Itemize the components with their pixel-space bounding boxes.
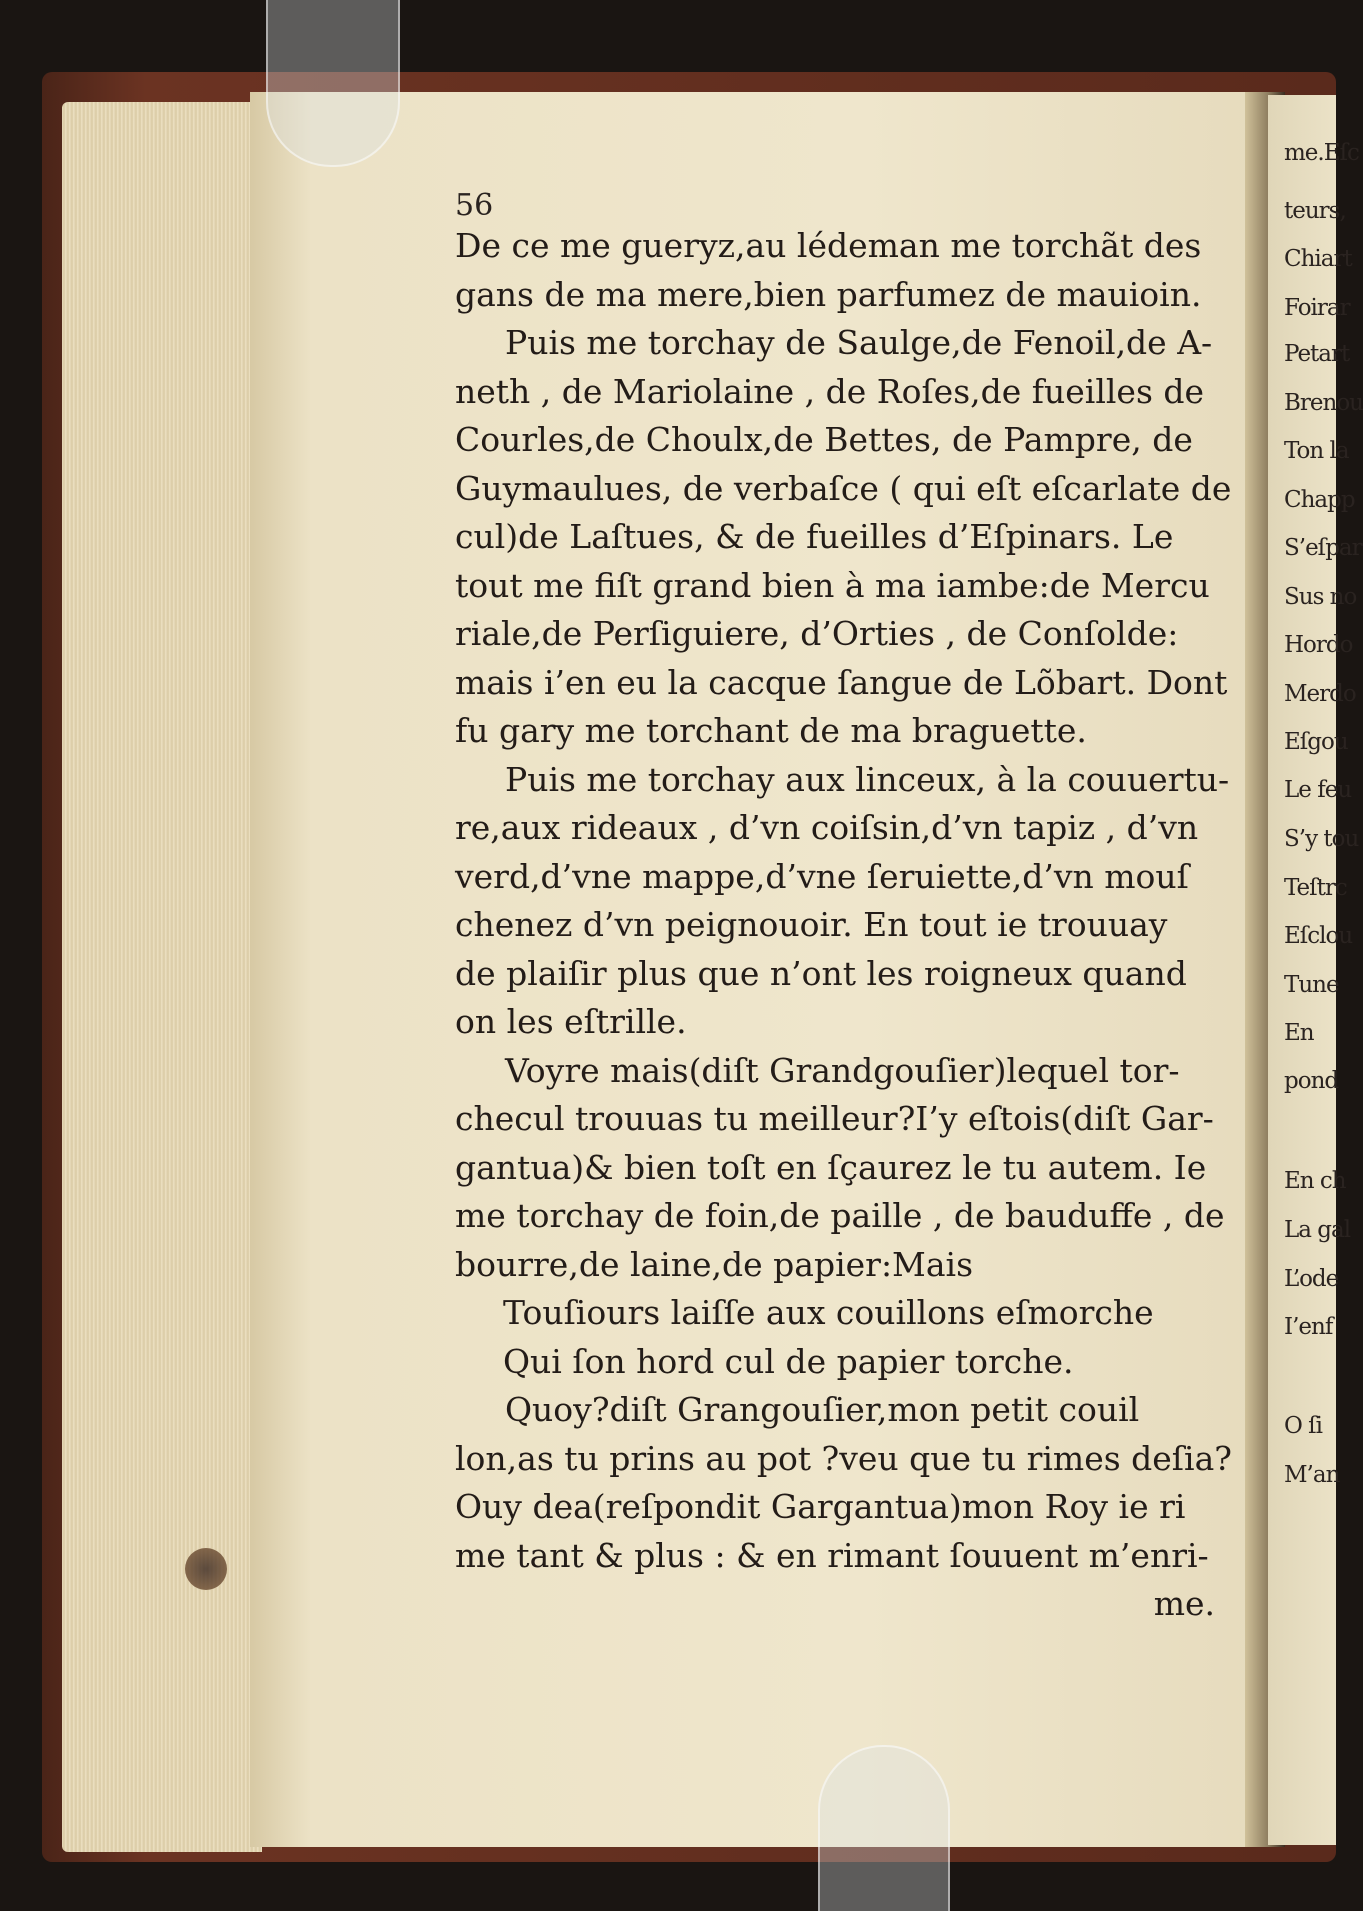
text-line: re,aux rideaux , d’vn coiſsin,d’vn tapiz , d’vn [455,808,1199,847]
right-page-line: M’an [1284,1462,1340,1488]
right-page-line: S’y tou [1284,826,1359,852]
text-line: me torchay de foin,de paille , de bauduffe , de [455,1196,1225,1235]
right-page-line: Ton la [1284,438,1349,464]
top-page-clip [266,0,400,167]
right-page-line: Tune [1284,972,1339,998]
right-page-line: I’enf [1284,1314,1333,1340]
text-line: de plaiſir plus que n’ont les roigneux quand [455,953,1187,993]
text-line: chenez d’vn peignouoir. En tout ie trouuay [455,905,1168,944]
text-line: Voyre mais(diſt Grandgouſier)lequel tor- [505,1050,1180,1090]
right-page-line: Teſtrc [1284,875,1347,901]
text-line: riale,de Perſiguiere, d’Orties , de Conſolde: [455,614,1179,653]
text-line: neth , de Mariolaine , de Roſes,de fueilles de [455,371,1205,411]
text-line: mais i’en eu la cacque ſangue de Lõbart. Dont [455,662,1228,702]
right-page-line: Le feu [1284,777,1352,803]
text-line: De ce me gueryz,au lédeman me torchãt des [455,226,1202,265]
right-page-line: Chapp [1284,487,1355,513]
text-line: Ouy dea(reſpondit Gargantua)mon Roy ie ri [455,1487,1186,1526]
bottom-page-clip [818,1745,950,1911]
text-line: Puis me torchay de Saulge,de Fenoil,de A- [505,323,1213,362]
text-line: me. [1153,1584,1215,1623]
right-page-line: S’eſpar [1284,535,1362,561]
text-line: me tant & plus : & en rimant ſouuent m’enri- [455,1535,1209,1575]
text-line: Touſiours laiſſe aux couillons eſmorche [503,1293,1154,1332]
ink-stain [185,1548,227,1590]
right-page-line: Foirar [1284,295,1350,321]
text-line: tout me fiſt grand bien à ma iambe:de Mercu [455,565,1210,605]
text-line: Puis me torchay aux linceux, à la couuertu- [505,759,1230,799]
right-page-line: Chiart [1284,246,1352,272]
text-line: Quoy?diſt Grangouſier,mon petit couil [505,1390,1140,1429]
right-page-line: La gal [1284,1217,1351,1243]
text-line: fu gary me torchant de ma braguette. [455,711,1087,750]
text-line: cul)de Laſtues, & de fueilles d’Eſpinars. Le [455,517,1174,556]
right-page-line: Petart [1284,341,1350,367]
right-page-fragment [1268,95,1363,1845]
text-line: verd,d’vne mappe,d’vne ſeruiette,d’vn mouſ [455,856,1189,896]
right-page-line: En [1284,1020,1314,1046]
right-page-line: me.Eſc [1284,140,1359,166]
right-page-line: L’ode [1284,1266,1339,1292]
text-line: on les eſtrille. [455,1002,687,1041]
page-stack-edge [62,102,262,1852]
right-page-line: Merdo [1284,681,1356,707]
text-line: Courles,de Choulx,de Bettes, de Pampre, de [455,420,1193,459]
right-page-line: pond [1284,1068,1339,1094]
text-line: Guymaulues, de verbaſce ( qui eſt eſcarlate de [455,468,1232,508]
right-page-line: teurs, [1284,198,1346,224]
right-page-line: Brenou [1284,390,1363,416]
right-page-line: O ſi [1284,1413,1323,1439]
right-page-line: Hordo [1284,632,1353,658]
text-line: gantua)& bien toſt en ſçaurez le tu autem. Ie [455,1147,1207,1187]
right-page-line: Eſgou [1284,729,1348,755]
text-line: bourre,de laine,de papier:Mais [455,1244,974,1284]
page-number: 56 [455,188,494,223]
right-page-line: En ch [1284,1168,1346,1194]
text-line: Qui ſon hord cul de papier torche. [503,1341,1074,1381]
right-page-line: Sus no [1284,584,1357,610]
text-line: lon,as tu prins au pot ?veu que tu rimes deſia? [455,1438,1232,1478]
right-page-line: Eſclou [1284,923,1353,949]
text-line: gans de ma mere,bien parfumez de mauioin. [455,274,1202,314]
page-text [455,222,1232,1629]
text-line: checul trouuas tu meilleur?I’y eſtois(diſt Gar- [455,1099,1214,1138]
